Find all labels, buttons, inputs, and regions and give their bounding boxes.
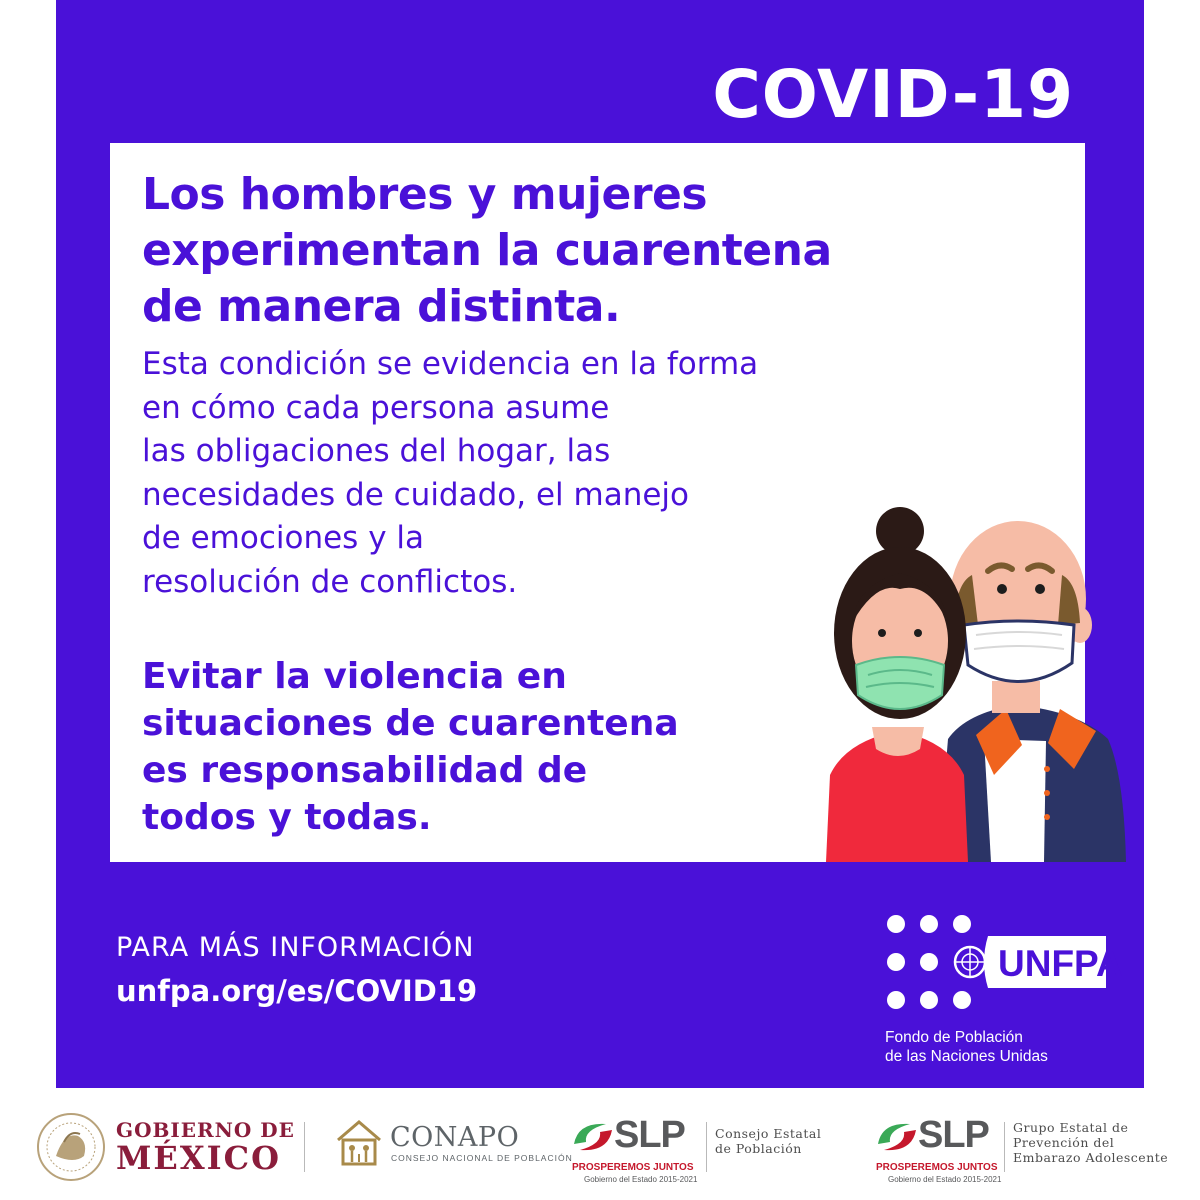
un-emblem-icon	[955, 947, 985, 977]
woman-with-mask-illustration	[826, 507, 968, 862]
council-line: Embarazo Adolescente	[1013, 1150, 1169, 1165]
council-line: Grupo Estatal de	[1013, 1120, 1129, 1135]
mexico-coat-of-arms-icon	[34, 1112, 108, 1182]
gobierno-mexico-wordmark	[116, 1118, 295, 1177]
slp-subline: Gobierno del Estado 2015-2021	[584, 1175, 698, 1184]
closing-line: es responsabilidad de	[142, 750, 588, 791]
headline-line: de manera distinta.	[142, 281, 621, 332]
conapo-subtitle: CONSEJO NACIONAL DE POBLACIÓN	[391, 1153, 573, 1163]
conapo-house-icon	[334, 1118, 384, 1166]
unfpa-caption	[885, 1028, 1048, 1066]
slp-swoosh-icon	[570, 1118, 616, 1156]
body-line: Esta condición se evidencia en la forma	[142, 346, 759, 382]
man-with-mask-illustration	[938, 521, 1126, 862]
slp-swoosh-icon	[874, 1118, 920, 1156]
poster	[56, 0, 1144, 1088]
divider	[1004, 1122, 1005, 1172]
slp-council-name	[715, 1126, 821, 1156]
headline-line: experimentan la cuarentena	[142, 225, 832, 276]
body-line: resolución de conflictos.	[142, 563, 518, 600]
slp-logo-text: SLP	[918, 1114, 989, 1156]
closing-line: Evitar la violencia en	[142, 656, 567, 697]
content-card	[110, 143, 1085, 862]
body-line: las obligaciones del hogar, las	[142, 433, 611, 469]
slp-tagline: PROSPEREMOS JUNTOS	[876, 1162, 998, 1173]
closing-statement	[142, 653, 792, 841]
body-line: en cómo cada persona asume	[142, 389, 610, 426]
headline-line: Los hombres y mujeres	[142, 169, 708, 220]
unfpa-logo-text: UNFPA	[998, 943, 1123, 984]
body-line: de emociones y la	[142, 520, 424, 556]
divider	[706, 1122, 707, 1172]
council-line: Consejo Estatal	[715, 1126, 822, 1141]
body-line: necesidades de cuidado, el manejo	[142, 476, 689, 513]
council-line: Prevención del	[1013, 1135, 1115, 1150]
council-line: de Población	[715, 1141, 802, 1156]
more-info-label: PARA MÁS INFORMACIÓN	[116, 932, 475, 963]
unfpa-caption-line: de las Naciones Unidas	[885, 1048, 1048, 1065]
unfpa-logo	[884, 912, 1123, 1014]
covid-title: COVID-19	[712, 56, 1074, 133]
grupo-estatal-name	[1013, 1120, 1168, 1165]
slp-subline: Gobierno del Estado 2015-2021	[888, 1175, 1002, 1184]
closing-line: situaciones de cuarentena	[142, 703, 679, 744]
headline	[142, 167, 1062, 335]
more-info-link[interactable]: unfpa.org/es/COVID19	[116, 974, 478, 1008]
slp-logo-text: SLP	[614, 1114, 685, 1156]
slp-tagline: PROSPEREMOS JUNTOS	[572, 1162, 694, 1173]
gobierno-line: GOBIERNO DE	[116, 1118, 295, 1142]
footer-logos	[0, 1088, 1200, 1200]
mexico-line: MÉXICO	[116, 1139, 281, 1177]
couple-with-masks-illustration	[816, 513, 1126, 862]
conapo-name: CONAPO	[390, 1122, 520, 1153]
unfpa-caption-line: Fondo de Población	[885, 1029, 1023, 1046]
closing-line: todos y todas.	[142, 797, 432, 838]
divider	[304, 1122, 305, 1172]
